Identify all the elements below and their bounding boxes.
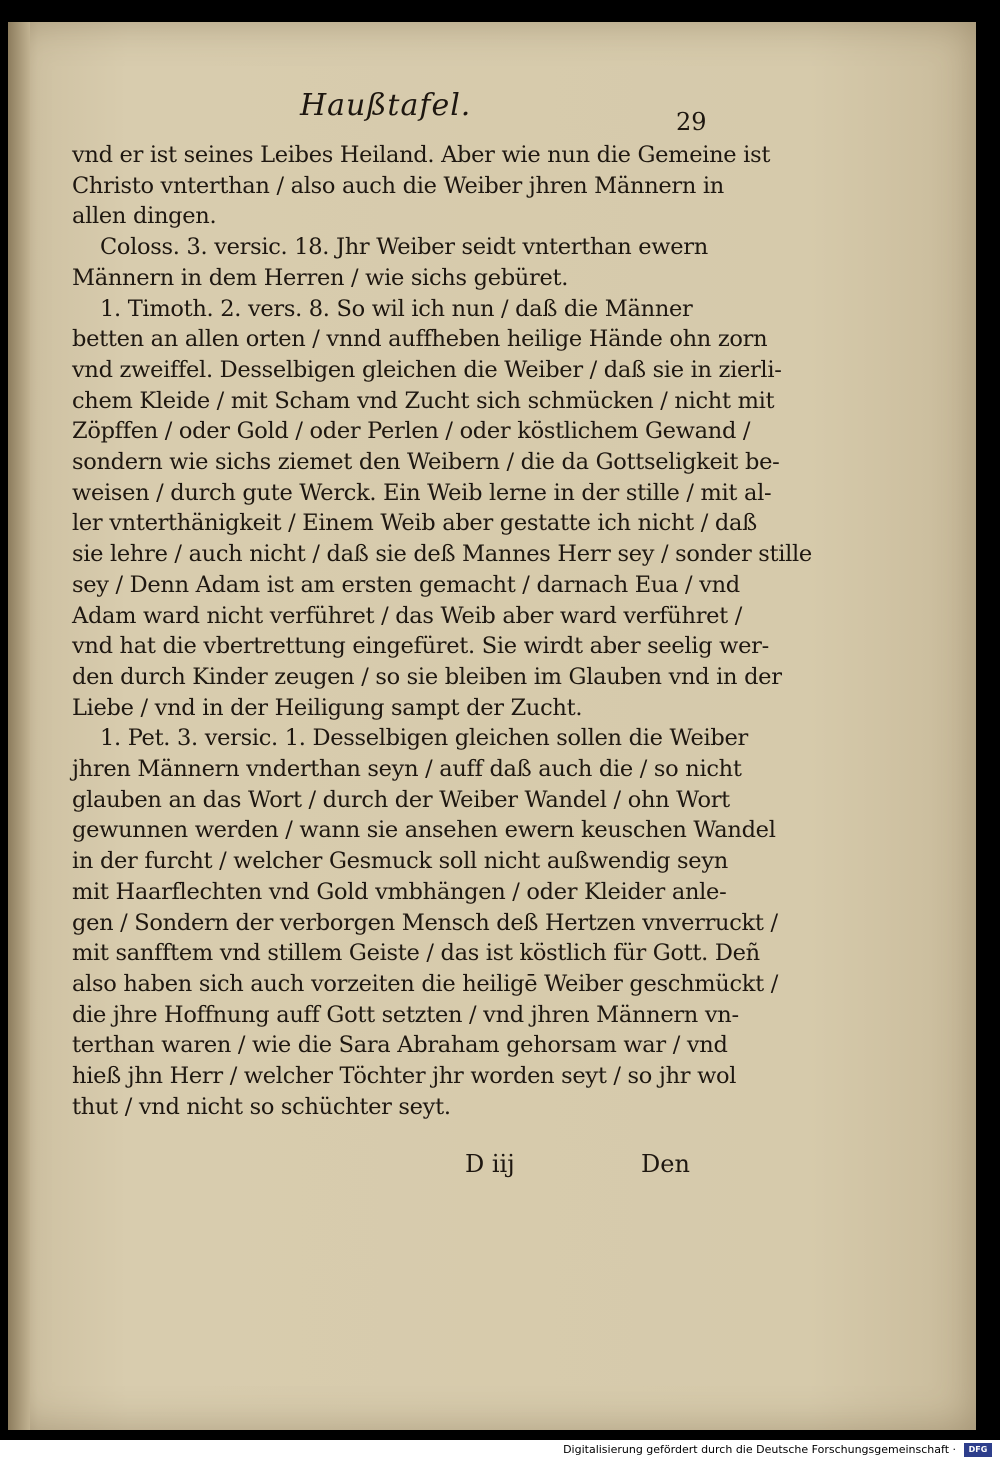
page-gutter-edge bbox=[8, 22, 30, 1430]
text-line: gen / Sondern der verborgen Mensch deß Hertzen vnverruckt / bbox=[72, 909, 778, 936]
text-line: weisen / durch gute Werck. Ein Weib lerne in der stille / mit al- bbox=[72, 479, 772, 506]
text-line: Männern in dem Herren / wie sichs gebüret. bbox=[72, 264, 569, 291]
signature-mark: D iij bbox=[465, 1150, 515, 1178]
digitization-footer bbox=[0, 1440, 1000, 1461]
text-line: vnd hat die vbertrettung eingefüret. Sie wirdt aber seelig wer- bbox=[72, 633, 769, 660]
text-line: terthan waren / wie die Sara Abraham gehorsam war / vnd bbox=[72, 1032, 728, 1059]
text-line: mit Haarflechten vnd Gold vmbhängen / oder Kleider anle- bbox=[72, 878, 727, 905]
text-line: glauben an das Wort / durch der Weiber Wandel / ohn Wort bbox=[72, 786, 730, 813]
text-line: chem Kleide / mit Scham vnd Zucht sich schmücken / nicht mit bbox=[72, 387, 775, 414]
text-line: sie lehre / auch nicht / daß sie deß Mannes Herr sey / sonder stille bbox=[72, 541, 812, 568]
text-line: Coloss. 3. versic. 18. Jhr Weiber seidt vnterthan ewern bbox=[100, 234, 708, 261]
text-line: Christo vnterthan / also auch die Weiber jhren Männern in bbox=[72, 172, 725, 199]
text-line: also haben sich auch vorzeiten die heiligē Weiber geschmückt / bbox=[72, 970, 778, 997]
text-line: Liebe / vnd in der Heiligung sampt der Zucht. bbox=[72, 694, 583, 721]
text-line: betten an allen orten / vnnd auffheben heilige Hände ohn zorn bbox=[72, 326, 768, 353]
text-line: den durch Kinder zeugen / so sie bleiben im Glauben vnd in der bbox=[72, 663, 782, 690]
text-line: gewunnen werden / wann sie ansehen ewern keuschen Wandel bbox=[72, 817, 776, 844]
text-line: ler vnterthänigkeit / Einem Weib aber gestatte ich nicht / daß bbox=[72, 510, 757, 537]
text-line: hieß jhn Herr / welcher Töchter jhr worden seyt / so jhr wol bbox=[72, 1063, 737, 1090]
text-line: die jhre Hoffnung auff Gott setzten / vnd jhren Männern vn- bbox=[72, 1001, 739, 1028]
body-text bbox=[72, 140, 812, 1123]
text-line: in der furcht / welcher Gesmuck soll nicht außwendig seyn bbox=[72, 848, 728, 875]
text-line: jhren Männern vnderthan seyn / auff daß auch die / so nicht bbox=[72, 756, 742, 783]
text-line: thut / vnd nicht so schüchter seyt. bbox=[72, 1093, 451, 1120]
text-line: Adam ward nicht verführet / das Weib aber ward verführet / bbox=[72, 602, 743, 629]
text-line: sey / Denn Adam ist am ersten gemacht / darnach Eua / vnd bbox=[72, 571, 740, 598]
text-line: Zöpffen / oder Gold / oder Perlen / oder köstlichem Gewand / bbox=[72, 418, 751, 445]
funding-credit: Digitalisierung gefördert durch die Deutsche Forschungsgemeinschaft · bbox=[563, 1443, 956, 1456]
running-head: Haußtafel. bbox=[300, 88, 472, 123]
text-line: allen dingen. bbox=[72, 203, 217, 230]
text-line: vnd er ist seines Leibes Heiland. Aber wie nun die Gemeine ist bbox=[72, 142, 771, 168]
text-line: mit sanfftem vnd stillem Geiste / das ist köstlich für Gott. Deñ bbox=[72, 940, 760, 967]
text-line: sondern wie sichs ziemet den Weibern / die da Gottseligkeit be- bbox=[72, 449, 780, 476]
dfg-logo-icon: DFG bbox=[964, 1443, 992, 1457]
text-line: vnd zweiffel. Desselbigen gleichen die Weiber / daß sie in zierli- bbox=[72, 356, 782, 383]
text-line: 1. Pet. 3. versic. 1. Desselbigen gleichen sollen die Weiber bbox=[100, 725, 748, 752]
catchword: Den bbox=[641, 1150, 690, 1178]
text-line: 1. Timoth. 2. vers. 8. So wil ich nun / daß die Männer bbox=[100, 295, 693, 322]
page-number: 29 bbox=[676, 108, 707, 136]
